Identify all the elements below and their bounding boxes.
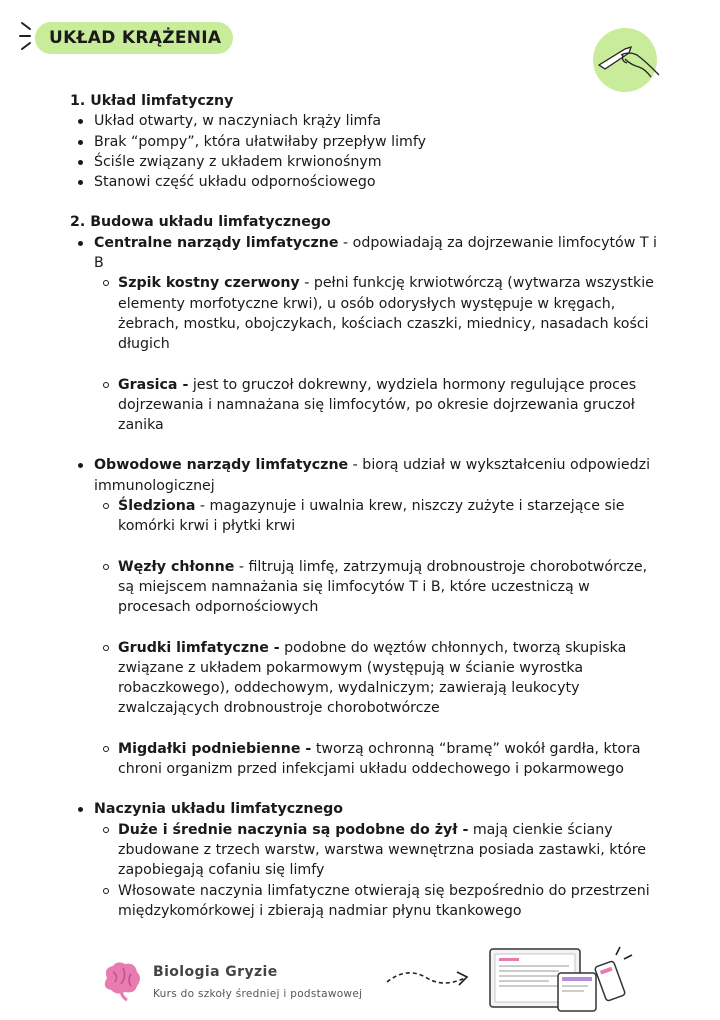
sublist-item xyxy=(70,881,660,922)
term: Migdałki podniebienne - xyxy=(118,740,312,757)
sublist-item xyxy=(70,375,660,436)
list-item: Brak “pompy”, która ułatwiłaby przepływ limfy xyxy=(70,132,660,152)
list-item-central-organs xyxy=(70,233,660,274)
sublist-item xyxy=(70,820,660,881)
brand-subtitle: Kurs do szkoły średniej i podstawowej xyxy=(153,988,363,1000)
arrow-icon xyxy=(383,962,473,996)
brand-name: Biologia Gryzie xyxy=(153,964,278,980)
list-item: Układ otwarty, w naczyniach krąży limfa xyxy=(70,111,660,131)
term: Obwodowe narządy limfatyczne xyxy=(94,457,349,474)
term: Centralne narządy limfatyczne xyxy=(94,234,339,251)
devices-illustration-icon xyxy=(488,943,638,1015)
definition: jest to gruczoł dokrewny, wydziela hormony regulujące proces dojrzewania i namnażana się limfocytów, po okresie dojrzewania gruczoł zanika xyxy=(118,376,637,434)
list-item: Stanowi część układu odpornościowego xyxy=(70,172,660,192)
definition: - magazynuje i uwalnia krew, niszczy zużyte i starzejące sie komórki krwi i płytki krwi xyxy=(118,498,625,535)
definition: mają cienkie ściany zbudowane z trzech warstw, warstwa wewnętrzna posiada zastawki, które zapobiegają cofaniu się limfy xyxy=(118,821,646,879)
sublist-item xyxy=(70,496,660,537)
definition: - odpowiadają za dojrzewanie limfocytów T i B xyxy=(94,234,657,272)
sublist-item xyxy=(70,638,660,719)
term: Węzły chłonne xyxy=(118,558,235,575)
page-title: UKŁAD KRĄŻENIA xyxy=(35,22,233,54)
term: Grasica - xyxy=(118,376,189,393)
definition: - biorą udział w wykształceniu odpowiedzi immunologicznej xyxy=(94,457,651,494)
term: Duże i średnie naczynia są podobne do żył - xyxy=(118,821,469,838)
term: Szpik kostny czerwony xyxy=(118,275,300,292)
pen-hand-icon xyxy=(585,25,665,95)
section-1-title: 1. Układ limfatyczny xyxy=(70,93,234,109)
sublist-item xyxy=(70,557,660,618)
term: Śledziona xyxy=(118,498,196,515)
document-body xyxy=(70,91,660,921)
term: Naczynia układu limfatycznego xyxy=(94,801,343,818)
list-item-peripheral-organs xyxy=(70,455,660,496)
definition: Włosowate naczynia limfatyczne otwierają się bezpośrednio do przestrzeni międzykomórkowej i zbierają nadmiar płynu tkankowego xyxy=(118,882,650,919)
list-item-vessels xyxy=(70,799,660,819)
sublist-item xyxy=(70,739,660,780)
definition: - filtrują limfę, zatrzymują drobnoustroje chorobotwórcze, są miejscem namnażania się limfocytów T i B, które uczestniczą w procesach odpornościowych xyxy=(118,558,648,616)
definition: podobne do węztów chłonnych, tworzą skupiska związane z układem pokarmowym (występują w ścianie wyrostka robaczkowego), oddechowym, wydalniczym; zawierają leukocyty zwalczających drobnoustroje chorobotwórcze xyxy=(118,639,627,717)
section-2-title: 2. Budowa układu limfatycznego xyxy=(70,214,331,231)
brain-logo-icon xyxy=(97,958,145,1002)
definition: - pełni funkcję krwiotwórczą (wytwarza wszystkie elementy morfotyczne krwi), u osób odorysłych występuje w kręgach, żebrach, mostku, obojczykach, kościach czaszki, miednicy, nasadach kości długich xyxy=(118,275,654,353)
sublist-item xyxy=(70,273,660,354)
term: Grudki limfatyczne - xyxy=(118,639,280,656)
definition: tworzą ochronną “bramę” wokół gardła, ktora chroni organizm przed infekcjami układu oddechowego i pokarmowego xyxy=(118,740,641,778)
list-item: Ściśle związany z układem krwionośnym xyxy=(70,152,660,172)
